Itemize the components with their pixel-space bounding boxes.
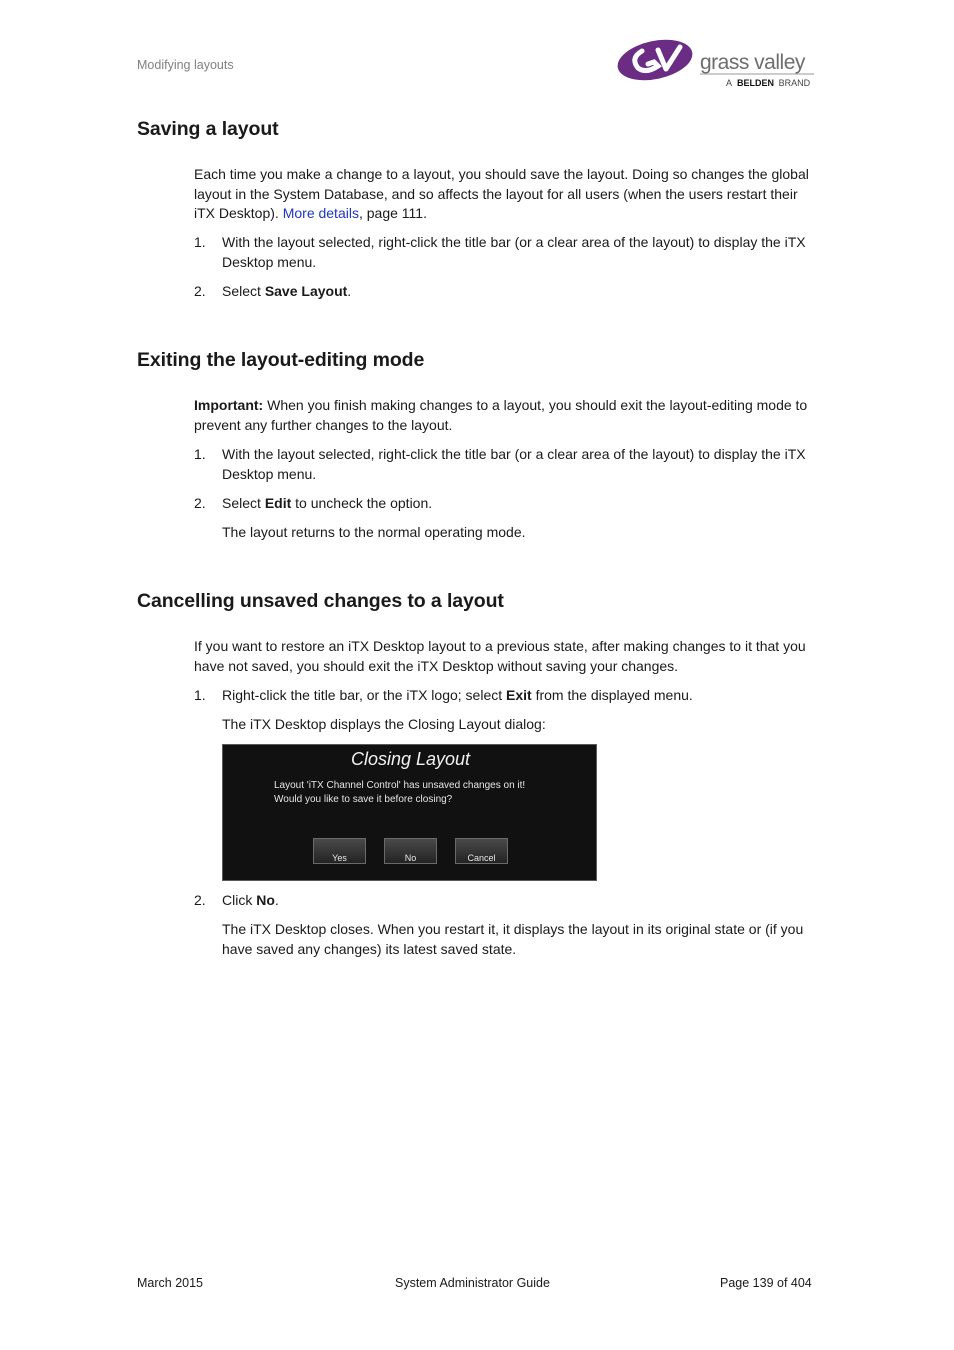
grass-valley-logo: [614, 36, 819, 92]
more-details-link[interactable]: More details: [282, 205, 359, 222]
dialog-title: Closing Layout: [350, 749, 471, 769]
logo-brand-text: grass valley: [700, 51, 805, 74]
footer-date: March 2015: [137, 1276, 204, 1290]
footer-page-number: Page 139 of 404: [720, 1276, 812, 1290]
section-title-saving: Saving a layout: [137, 118, 279, 140]
svg-text:A BELDEN BRAND: A BELDEN BRAND: [726, 78, 811, 88]
cancelling-step-2-result: The iTX Desktop closes. When you restart it, it displays the layout in its original state or (if you have saved any changes) its latest saved state.: [222, 921, 804, 957]
exiting-result: The layout returns to the normal operating mode.: [222, 524, 526, 540]
footer-guide-title: System Administrator Guide: [395, 1276, 550, 1290]
saving-intro: Each time you make a change to a layout, you should save the layout. Doing so changes the global layout in the System Database, and so affects the layout for all users (when the users restart their iTX Desktop). More details, page 111.: [194, 166, 809, 222]
dialog-no-button[interactable]: No: [384, 838, 437, 864]
cancelling-intro: If you want to restore an iTX Desktop layout to a previous state, after making changes to it that you have not saved, you should exit the iTX Desktop without saving your changes.: [194, 638, 806, 674]
section-title-cancelling: Cancelling unsaved changes to a layout: [137, 590, 504, 612]
dialog-yes-button[interactable]: Yes: [313, 838, 366, 864]
section-title-exiting: Exiting the layout-editing mode: [137, 349, 425, 371]
closing-layout-dialog: [222, 744, 597, 881]
dialog-cancel-button[interactable]: Cancel: [455, 838, 508, 864]
exiting-important-note: Important: When you finish making changes to a layout, you should exit the layout-editing mode to prevent any further changes to the layout.: [194, 397, 808, 433]
cancelling-step-1-result: The iTX Desktop displays the Closing Layout dialog:: [222, 716, 546, 732]
dialog-message: Layout 'iTX Channel Control' has unsaved changes on it! Would you like to save it before closing?: [274, 780, 526, 805]
running-header: Modifying layouts: [137, 58, 234, 72]
